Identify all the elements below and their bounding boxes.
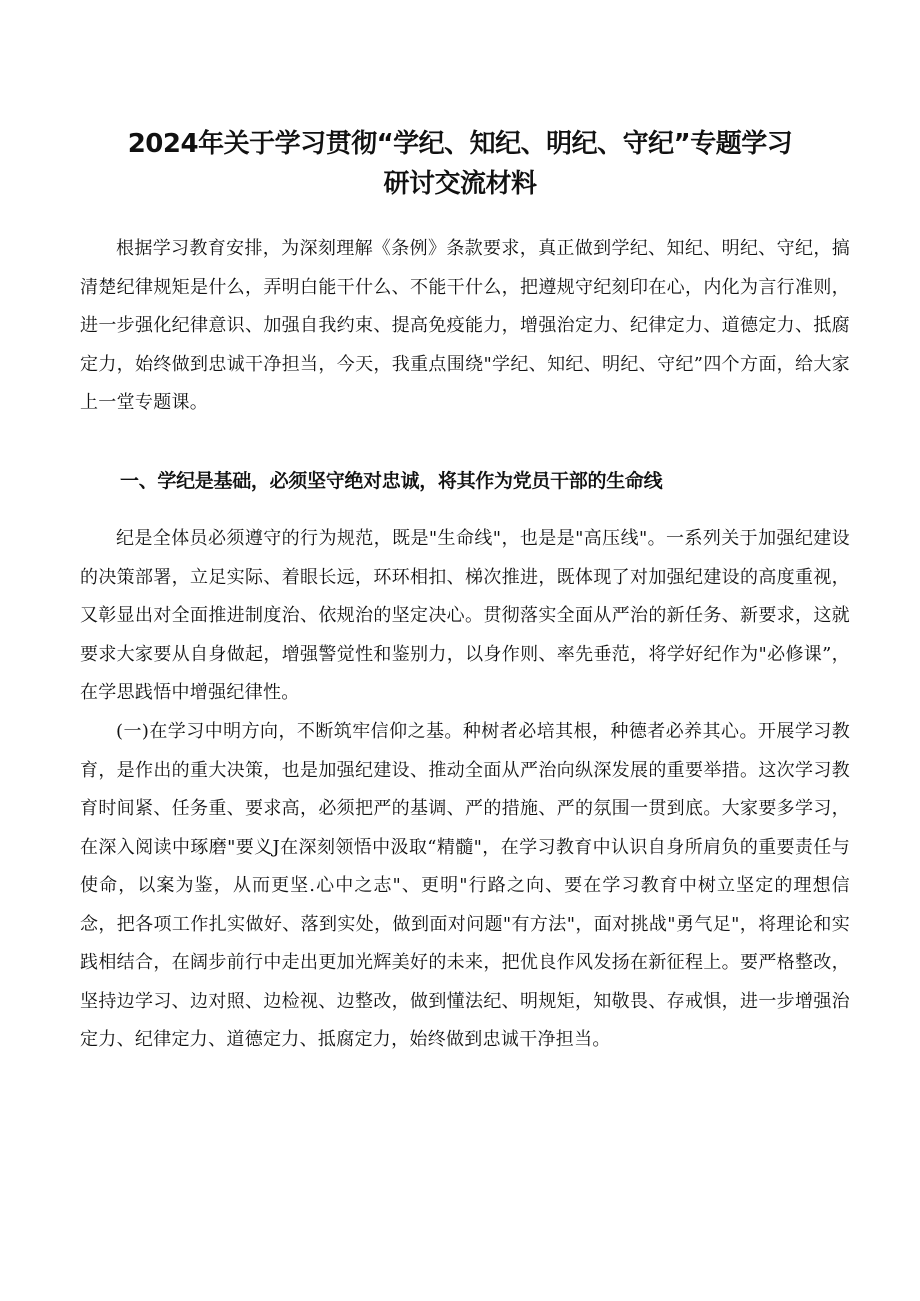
- subsection-1-paragraph: (一)在学习中明方向，不断筑牢信仰之基。种树者必培其根，种德者必养其心。开展学习教育，是作出的重大决策，也是加强纪建设、推动全面从严治向纵深发展的重要举措。这次学习教育时间紧、任务重、要求高，必须把严的基调、严的措施、严的氛围一贯到底。大家要多学习，在深入阅读中琢磨"要义J在深刻领悟中汲取“精髓"，在学习教育中认识自身所肩负的重要责任与使命，以案为鉴，从而更坚.心中之志"、更明"行路之向、要在学习教育中树立坚定的理想信念，把各项工作扎实做好、落到实处，做到面对问题"有方法"，面对挑战"勇气足"，将理论和实践相结合，在阔步前行中走出更加光辉美好的未来，把优良作风发扬在新征程上。要严格整改，坚持边学习、边对照、边检视、边整改，做到懂法纪、明规矩，知敬畏、存戒惧，进一步增强治定力、纪律定力、道德定力、抵腐定力，始终做到忠诚干净担当。: [80, 721, 850, 1050]
- section-1-paragraph: 纪是全体员必须遵守的行为规范，既是"生命线"，也是是"高压线"。一系列关于加强纪建设的决策部署，立足实际、着眼长远，环环相扣、梯次推进，既体现了对加强纪建设的高度重视，又彰显出对全面推进制度治、依规治的坚定决心。贯彻落实全面从严治的新任务、新要求，这就要求大家要从自身做起，增强警觉性和鉴别力，以身作则、率先垂范，将学好纪作为"必修课”，在学思践悟中增强纪律性。: [80, 528, 850, 703]
- document-title-line-2: 研讨交流材料: [383, 169, 537, 199]
- intro-paragraph: 根据学习教育安排，为深刻理解《条例》条款要求，真正做到学纪、知纪、明纪、守纪，搞清楚纪律规矩是什么，弄明白能干什么、不能干什么，把遵规守纪刻印在心，内化为言行准则，进一步强化纪律意识、加强自我约束、提高免疫能力，增强治定力、纪律定力、道德定力、抵腐定力，始终做到忠诚干净担当，今天，我重点围绕"学纪、知纪、明纪、守纪”四个方面，给大家上一堂专题课。: [80, 238, 850, 413]
- section-1-heading: 一、学纪是基础，必须坚守绝对忠诚，将其作为党员干部的生命线: [120, 470, 663, 492]
- document-title-line-1: 2024年关于学习贯彻“学纪、知纪、明纪、守纪”专题学习: [127, 129, 793, 159]
